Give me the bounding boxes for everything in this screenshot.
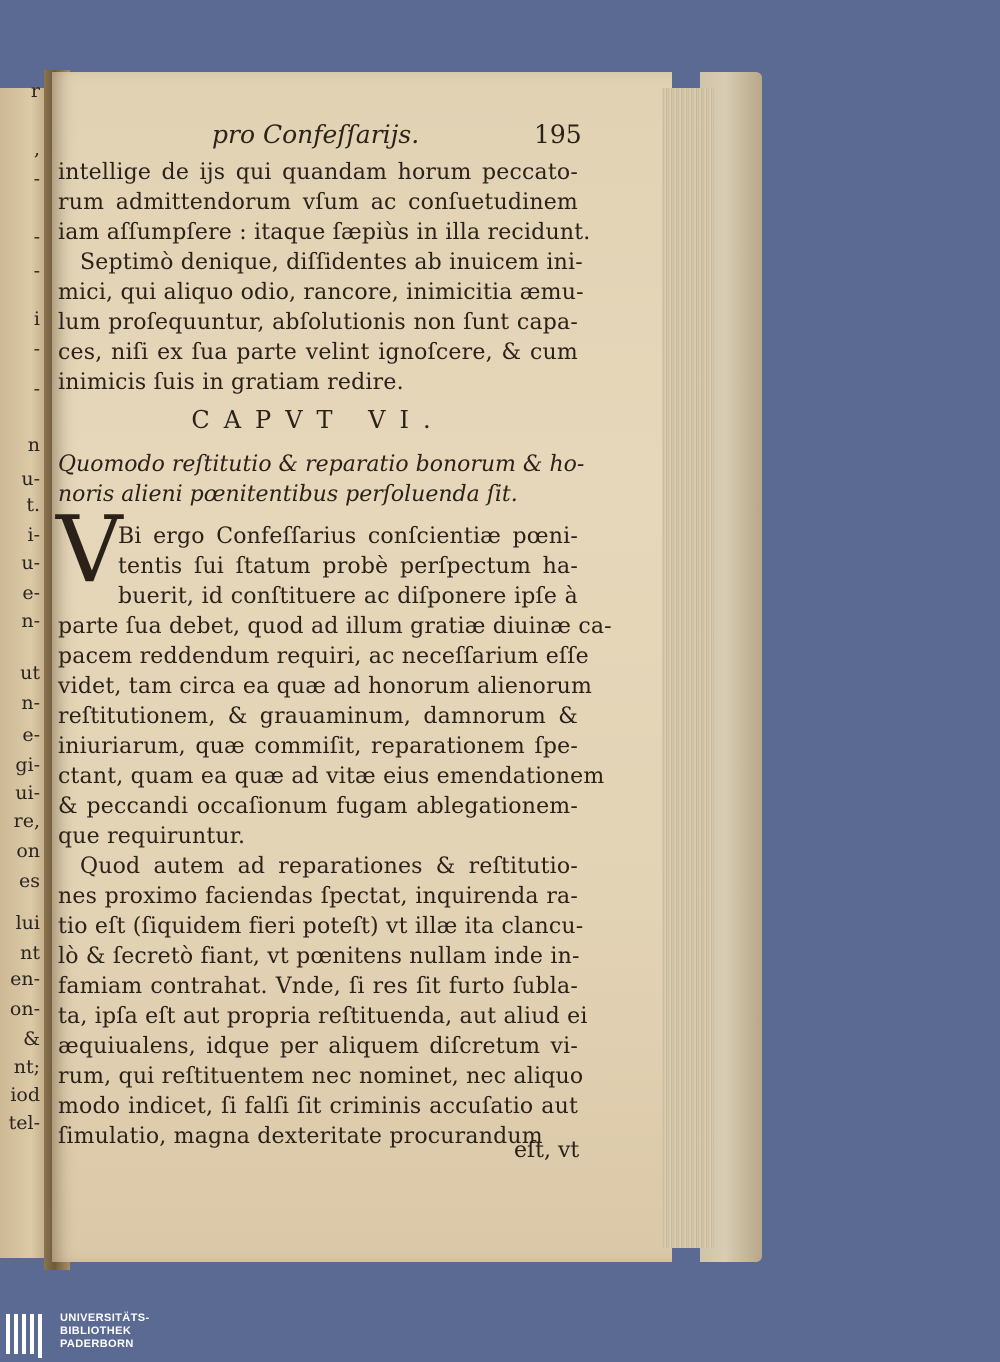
chapter-line: iniuriarum, quæ commiſit, reparationem ſpe- <box>58 734 578 759</box>
previous-page-fragment: nt <box>20 942 40 964</box>
chapter-subtitle-line: Quomodo reſtitutio & reparatio bonorum & ho- <box>58 452 585 477</box>
chapter-line: ta, ipſa eſt aut propria reſtituenda, aut aliud ei <box>58 1004 588 1029</box>
previous-page-fragment: nt; <box>13 1056 40 1078</box>
previous-page-fragment: en- <box>10 968 40 990</box>
previous-page-fragment: - <box>33 260 40 282</box>
chapter-line: æquiualens, idque per aliquem diſcretum vi- <box>58 1034 578 1059</box>
previous-page-fragment: lui <box>15 912 40 934</box>
previous-page-fragment: - <box>33 338 40 360</box>
previous-page-fragment: n <box>27 434 40 456</box>
body-line: lum proſequuntur, abſolutionis non ſunt capa- <box>58 310 578 335</box>
library-logo-line: BIBLIOTHEK <box>60 1325 132 1337</box>
previous-page-fragment: u- <box>21 552 40 574</box>
page-edges <box>662 88 714 1248</box>
previous-page-fragment: on <box>16 840 40 862</box>
chapter-subtitle-line: noris alieni pœnitentibus perſoluenda ſit. <box>58 482 518 507</box>
previous-page-fragment: on- <box>9 998 40 1020</box>
previous-page-fragment: - <box>33 226 40 248</box>
previous-page-fragment: gi- <box>15 754 40 776</box>
body-line: Septimò denique, diſſidentes ab inuicem ini- <box>80 250 583 275</box>
library-logo-mark <box>4 1310 42 1358</box>
previous-page-fragment: e- <box>22 724 40 746</box>
previous-page-fragment: & <box>23 1028 40 1050</box>
catchword: eſt, vt <box>514 1138 580 1163</box>
body-line: iam aſſumpſere : itaque ſæpiùs in illa recidunt. <box>58 220 591 245</box>
chapter-heading: CAPVT VI. <box>191 406 445 434</box>
previous-page-fragment: es <box>19 870 40 892</box>
chapter-line: rum, qui reſtituentem nec nominet, nec aliquo <box>58 1064 584 1089</box>
library-logo <box>4 1310 150 1358</box>
running-head: pro Confeſſarijs. <box>212 120 420 149</box>
previous-page-fragment: u- <box>21 468 40 490</box>
chapter-line: pacem reddendum requiri, ac neceſſarium eſſe <box>58 644 589 669</box>
chapter-line: tentis ſui ſtatum probè perſpectum ha- <box>118 554 578 579</box>
chapter-line: parte ſua debet, quod ad illum gratiæ diuinæ ca- <box>58 614 612 639</box>
previous-page-fragment: t. <box>26 494 40 516</box>
body-line: rum admittendorum vſum ac conſuetudinem <box>58 190 578 215</box>
library-logo-line: UNIVERSITÄTS- <box>60 1312 150 1324</box>
chapter-line: modo indicet, ſi falſi ſit criminis accuſatio aut <box>58 1094 578 1119</box>
chapter-line: que requiruntur. <box>58 824 246 849</box>
chapter-line: reſtitutionem, & grauaminum, damnorum & <box>58 704 578 729</box>
library-logo-line: PADERBORN <box>60 1338 134 1350</box>
previous-page-fragment: n- <box>21 610 40 632</box>
chapter-line: buerit, id conſtituere ac diſponere ipſe à <box>118 584 578 609</box>
previous-page-fragment: re, <box>13 810 40 832</box>
chapter-line: Quod autem ad reparationes & reſtitutio- <box>80 854 578 879</box>
previous-page-fragment: - <box>33 378 40 400</box>
previous-page-fragment: - <box>33 168 40 190</box>
chapter-line: & peccandi occaſionum fugam ablegationem- <box>58 794 578 819</box>
body-line: mici, qui aliquo odio, rancore, inimicitia æmu- <box>58 280 584 305</box>
chapter-line: Bi ergo Confeſſarius conſcientiæ pœni- <box>118 524 578 549</box>
page-number: 195 <box>534 120 582 149</box>
body-line: intellige de ijs qui quandam horum peccato- <box>58 160 578 185</box>
chapter-line: ctant, quam ea quæ ad vitæ eius emendationem <box>58 764 605 789</box>
previous-page-fragment: e- <box>22 582 40 604</box>
previous-page-fragment: ut <box>20 662 40 684</box>
previous-page-fragment: n- <box>21 692 40 714</box>
chapter-line: ſimulatio, magna dexteritate procurandum <box>58 1124 543 1149</box>
chapter-line: videt, tam circa ea quæ ad honorum alienorum <box>58 674 593 699</box>
chapter-line: tio eſt (ſiquidem fieri poteſt) vt illæ ita clancu- <box>58 914 584 939</box>
previous-page-fragment: r <box>30 80 40 102</box>
previous-page-fragment: iod <box>10 1084 40 1106</box>
chapter-line: nes proximo faciendas ſpectat, inquirenda ra- <box>58 884 578 909</box>
previous-page-fragment: , <box>33 138 40 160</box>
previous-page-fragment: i- <box>27 524 40 546</box>
previous-page-fragment: ui- <box>15 782 40 804</box>
previous-page-fragment: tel- <box>8 1112 40 1134</box>
body-line: ces, niſi ex ſua parte velint ignoſcere, & cum <box>58 340 578 365</box>
previous-page-fragment: i <box>33 308 40 330</box>
chapter-line: lò & ſecretò fiant, vt pœnitens nullam inde in- <box>58 944 580 969</box>
body-line: inimicis ſuis in gratiam redire. <box>58 370 404 395</box>
drop-cap: V <box>56 496 123 603</box>
chapter-line: famiam contrahat. Vnde, ſi res ſit furto ſubla- <box>58 974 578 999</box>
